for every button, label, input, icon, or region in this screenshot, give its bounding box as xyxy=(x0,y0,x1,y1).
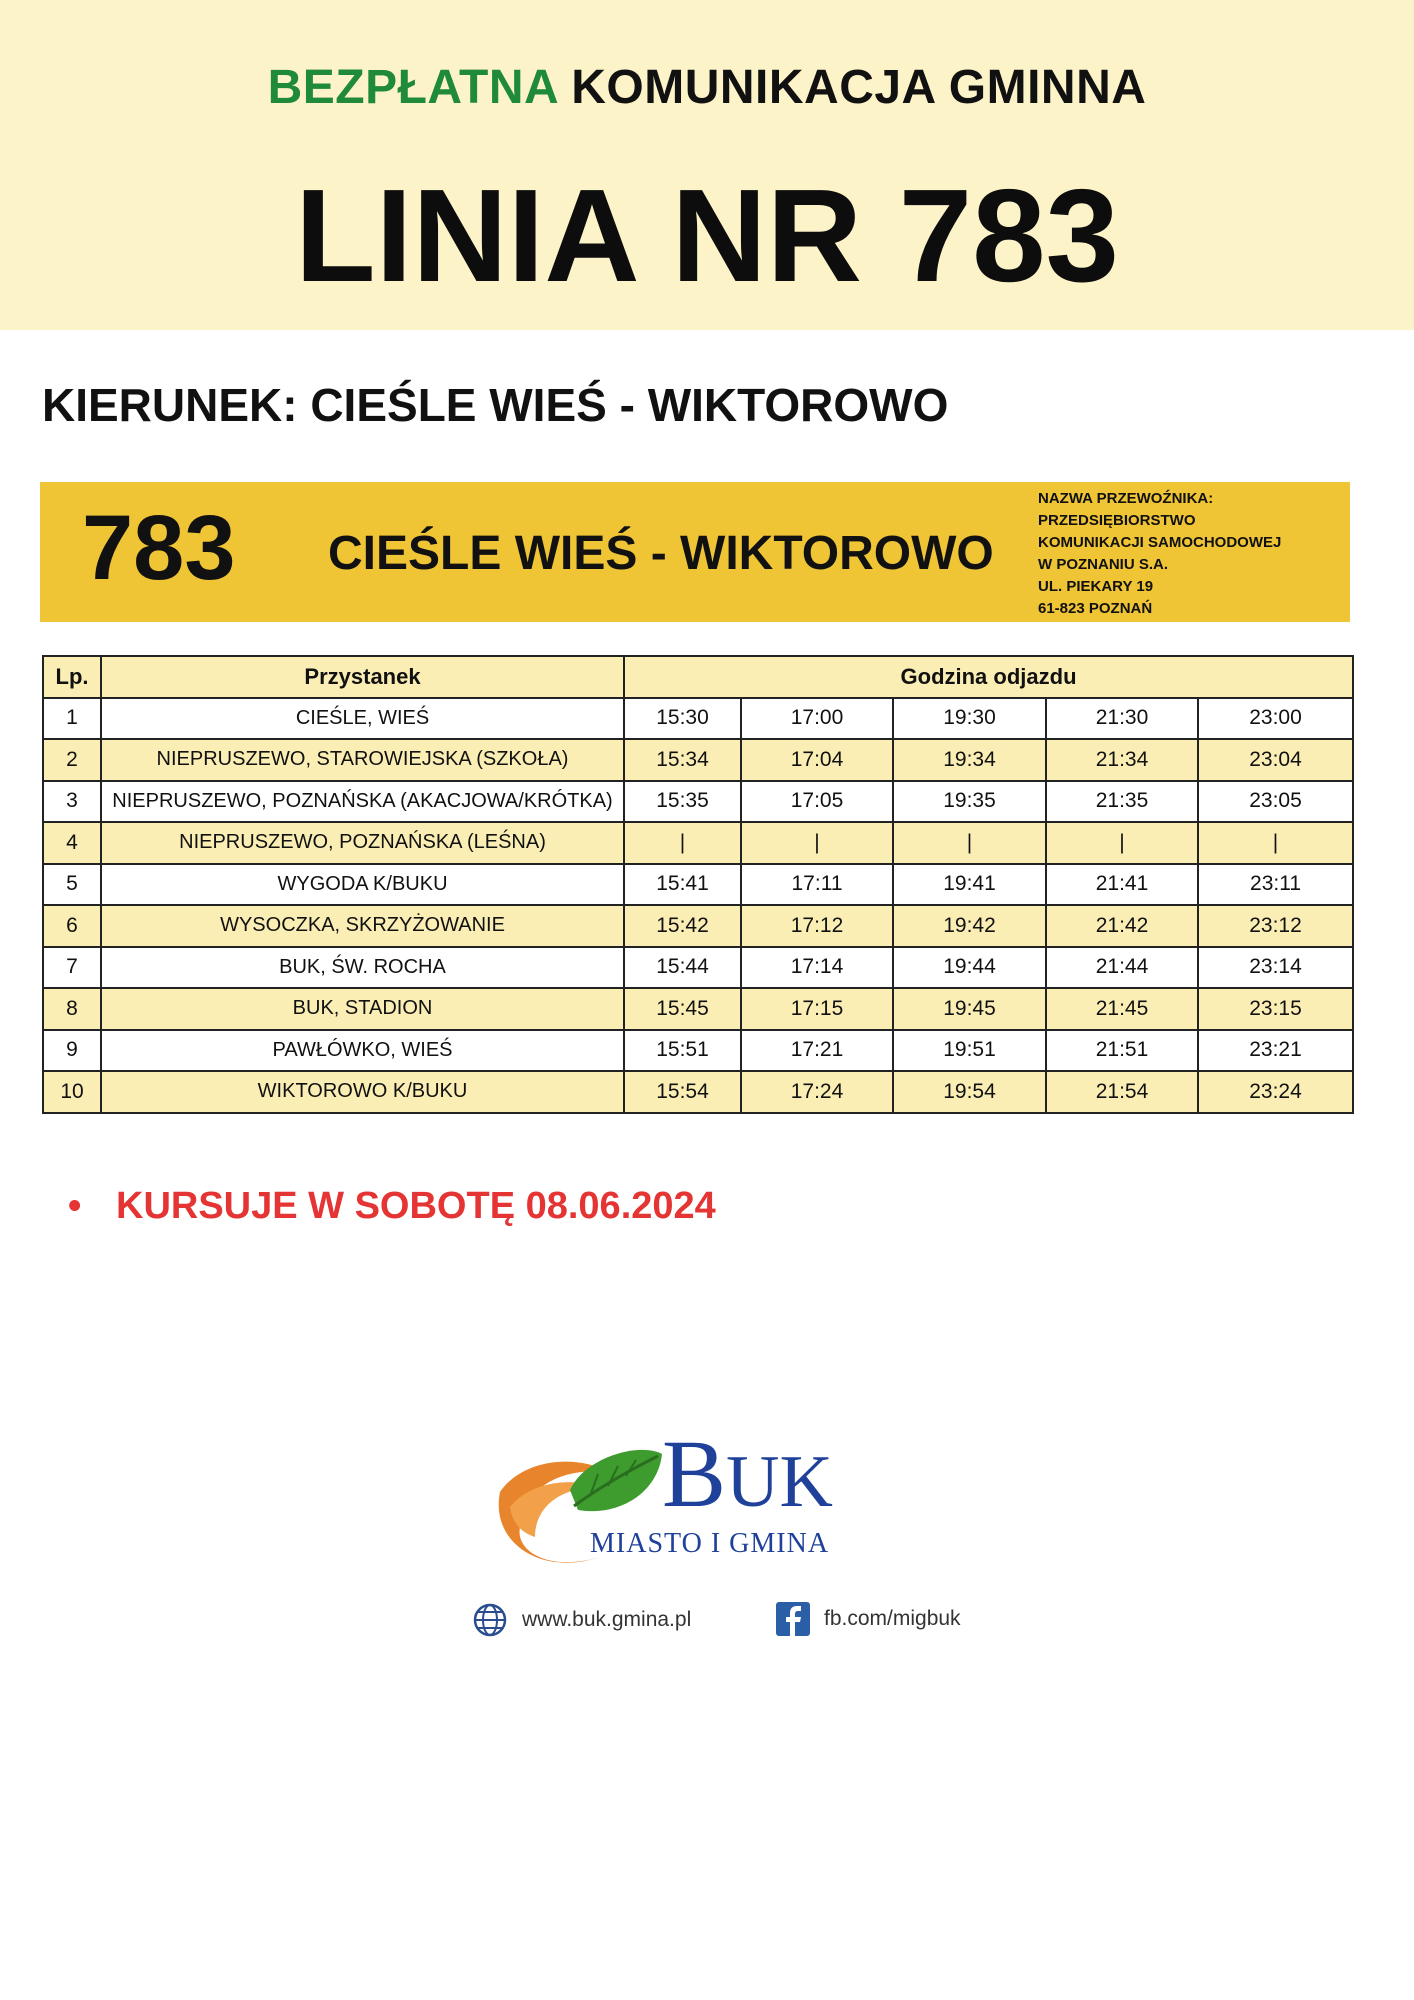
table-row xyxy=(43,864,1353,906)
subtitle-highlight: BEZPŁATNA xyxy=(267,61,558,114)
departure-time-cell: 19:30 xyxy=(893,698,1046,740)
table-row xyxy=(43,1071,1353,1113)
departure-time-cell: 23:15 xyxy=(1198,988,1353,1030)
row-stop-name: NIEPRUSZEWO, STAROWIEJSKA (SZKOŁA) xyxy=(101,739,624,781)
departure-time-cell: 21:42 xyxy=(1046,905,1198,947)
facebook-icon xyxy=(776,1602,810,1636)
route-banner xyxy=(40,482,1350,622)
carrier-info xyxy=(1038,488,1338,620)
departure-time-cell: 15:30 xyxy=(624,698,741,740)
departure-time-cell: 21:51 xyxy=(1046,1030,1198,1072)
departure-time-cell: 23:21 xyxy=(1198,1030,1353,1072)
row-stop-name: WYSOCZKA, SKRZYŻOWANIE xyxy=(101,905,624,947)
bullet-icon: • xyxy=(68,1185,82,1227)
carrier-line: UL. PIEKARY 19 xyxy=(1038,578,1154,595)
row-stop-name: PAWŁÓWKO, WIEŚ xyxy=(101,1030,624,1072)
row-lp: 3 xyxy=(43,781,101,823)
departure-time-cell: 17:04 xyxy=(741,739,893,781)
departure-time-cell: 17:05 xyxy=(741,781,893,823)
departure-time-cell: 23:05 xyxy=(1198,781,1353,823)
notice xyxy=(68,1185,716,1228)
departure-time-cell: 23:12 xyxy=(1198,905,1353,947)
departure-time-cell: | xyxy=(741,822,893,864)
row-lp: 1 xyxy=(43,698,101,740)
row-stop-name: BUK, STADION xyxy=(101,988,624,1030)
departure-time-cell: 21:54 xyxy=(1046,1071,1198,1113)
departure-time-cell: 15:35 xyxy=(624,781,741,823)
row-lp: 5 xyxy=(43,864,101,906)
row-lp: 6 xyxy=(43,905,101,947)
table-row xyxy=(43,739,1353,781)
departure-time-cell: | xyxy=(893,822,1046,864)
departure-time-cell: 21:41 xyxy=(1046,864,1198,906)
table-row xyxy=(43,1030,1353,1072)
buk-logo xyxy=(490,1420,890,1572)
header-lp: Lp. xyxy=(43,656,101,698)
departure-time-cell: 23:14 xyxy=(1198,947,1353,989)
row-lp: 8 xyxy=(43,988,101,1030)
row-lp: 10 xyxy=(43,1071,101,1113)
carrier-line: 61-823 POZNAŃ xyxy=(1038,600,1153,617)
timetable-header-row xyxy=(43,656,1353,698)
departure-time-cell: | xyxy=(1046,822,1198,864)
departure-time-cell: 21:30 xyxy=(1046,698,1198,740)
departure-time-cell: 15:42 xyxy=(624,905,741,947)
departure-time-cell: 17:00 xyxy=(741,698,893,740)
notice-text: KURSUJE W SOBOTĘ 08.06.2024 xyxy=(116,1185,716,1227)
facebook-contact[interactable] xyxy=(776,1602,961,1636)
row-lp: 4 xyxy=(43,822,101,864)
departure-time-cell: 17:24 xyxy=(741,1071,893,1113)
departure-time-cell: 21:35 xyxy=(1046,781,1198,823)
departure-time-cell: 17:15 xyxy=(741,988,893,1030)
departure-time-cell: 17:12 xyxy=(741,905,893,947)
departure-time-cell: 23:00 xyxy=(1198,698,1353,740)
table-row xyxy=(43,988,1353,1030)
timetable xyxy=(42,655,1354,1114)
departure-time-cell: 19:41 xyxy=(893,864,1046,906)
departure-time-cell: 19:34 xyxy=(893,739,1046,781)
direction-heading: KIERUNEK: CIEŚLE WIEŚ - WIKTOROWO xyxy=(42,379,949,431)
table-row xyxy=(43,822,1353,864)
website-contact[interactable] xyxy=(472,1602,691,1638)
page-title: LINIA NR 783 xyxy=(295,162,1119,309)
logo-subtitle: MIASTO I GMINA xyxy=(590,1528,830,1559)
row-stop-name: NIEPRUSZEWO, POZNAŃSKA (AKACJOWA/KRÓTKA) xyxy=(101,781,624,823)
departure-time-cell: 15:51 xyxy=(624,1030,741,1072)
row-stop-name: WYGODA K/BUKU xyxy=(101,864,624,906)
departure-time-cell: 15:54 xyxy=(624,1071,741,1113)
table-row xyxy=(43,905,1353,947)
page-subtitle xyxy=(0,60,1414,115)
row-stop-name: CIEŚLE, WIEŚ xyxy=(101,698,624,740)
row-lp: 9 xyxy=(43,1030,101,1072)
departure-time-cell: 21:44 xyxy=(1046,947,1198,989)
header-departure-time: Godzina odjazdu xyxy=(624,656,1353,698)
departure-time-cell: 17:14 xyxy=(741,947,893,989)
route-name: CIEŚLE WIEŚ - WIKTOROWO xyxy=(328,527,994,580)
departure-time-cell: 15:45 xyxy=(624,988,741,1030)
row-lp: 2 xyxy=(43,739,101,781)
departure-time-cell: | xyxy=(624,822,741,864)
facebook-link[interactable]: fb.com/migbuk xyxy=(824,1607,961,1630)
row-stop-name: NIEPRUSZEWO, POZNAŃSKA (LEŚNA) xyxy=(101,822,624,864)
row-lp: 7 xyxy=(43,947,101,989)
table-row xyxy=(43,781,1353,823)
departure-time-cell: 19:44 xyxy=(893,947,1046,989)
departure-time-cell: 17:11 xyxy=(741,864,893,906)
departure-time-cell: 21:45 xyxy=(1046,988,1198,1030)
departure-time-cell: 21:34 xyxy=(1046,739,1198,781)
departure-time-cell: 23:24 xyxy=(1198,1071,1353,1113)
departure-time-cell: 19:35 xyxy=(893,781,1046,823)
departure-time-cell: 15:34 xyxy=(624,739,741,781)
header-band xyxy=(0,0,1414,330)
globe-icon xyxy=(472,1602,508,1638)
departure-time-cell: 19:45 xyxy=(893,988,1046,1030)
carrier-line: KOMUNIKACJI SAMOCHODOWEJ xyxy=(1038,534,1282,551)
departure-time-cell: 19:42 xyxy=(893,905,1046,947)
carrier-line: NAZWA PRZEWOŹNIKA: xyxy=(1038,490,1214,507)
route-number: 783 xyxy=(82,497,236,599)
departure-time-cell: 19:54 xyxy=(893,1071,1046,1113)
table-row xyxy=(43,947,1353,989)
carrier-line: W POZNANIU S.A. xyxy=(1038,556,1168,573)
departure-time-cell: 15:44 xyxy=(624,947,741,989)
header-stop: Przystanek xyxy=(101,656,624,698)
departure-time-cell: 23:04 xyxy=(1198,739,1353,781)
timetable-body xyxy=(43,698,1353,1113)
logo-wordmark: BUK xyxy=(662,1420,833,1527)
departure-time-cell: 23:11 xyxy=(1198,864,1353,906)
departure-time-cell: 19:51 xyxy=(893,1030,1046,1072)
subtitle-rest: KOMUNIKACJA GMINNA xyxy=(571,61,1147,114)
row-stop-name: BUK, ŚW. ROCHA xyxy=(101,947,624,989)
website-link[interactable]: www.buk.gmina.pl xyxy=(522,1608,692,1631)
departure-time-cell: 15:41 xyxy=(624,864,741,906)
departure-time-cell: | xyxy=(1198,822,1353,864)
row-stop-name: WIKTOROWO K/BUKU xyxy=(101,1071,624,1113)
carrier-line: PRZEDSIĘBIORSTWO xyxy=(1038,512,1196,529)
departure-time-cell: 17:21 xyxy=(741,1030,893,1072)
table-row xyxy=(43,698,1353,740)
